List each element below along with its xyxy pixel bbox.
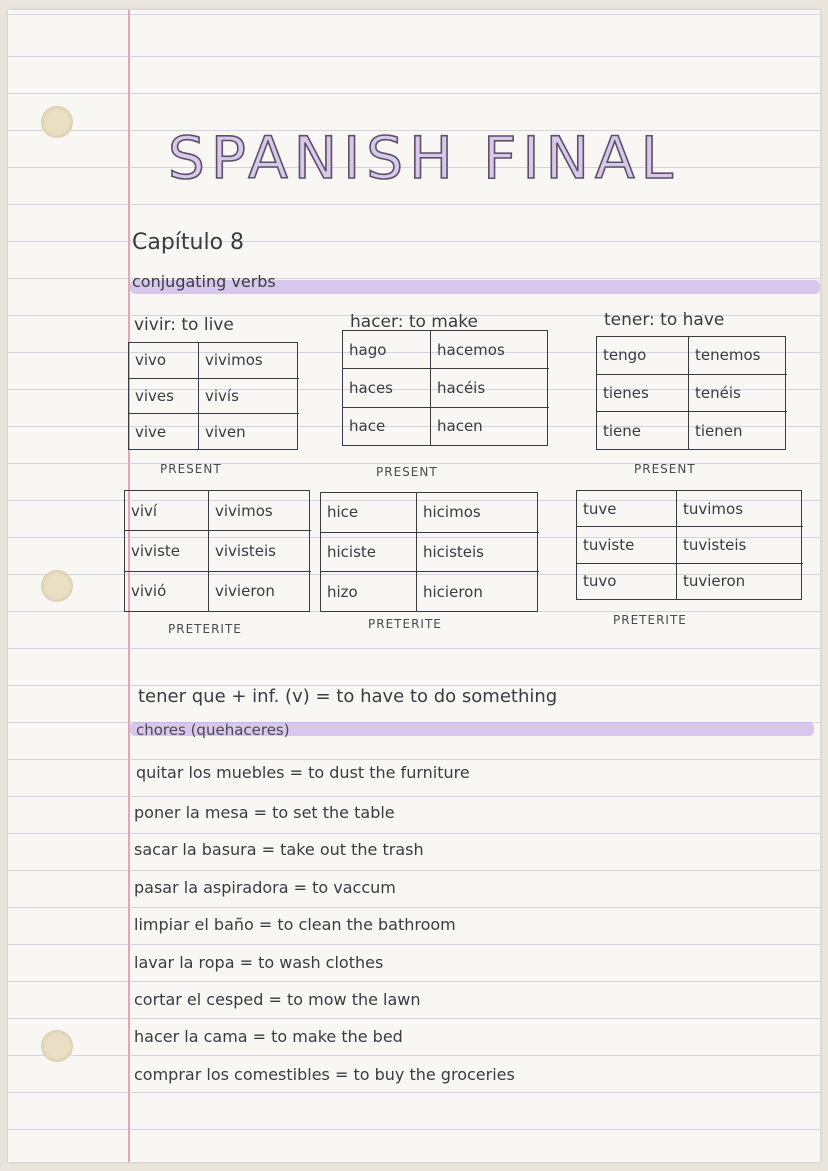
tense-label-preterite: PRETERITE xyxy=(368,617,442,631)
list-item: limpiar el baño = to clean the bathroom xyxy=(134,915,456,934)
table-cell: hacéis xyxy=(431,369,549,407)
table-cell: tengo xyxy=(597,337,689,375)
table-cell: vive xyxy=(129,414,199,449)
tense-label-present: PRESENT xyxy=(634,462,696,476)
table-cell: tenéis xyxy=(689,375,787,413)
table-cell: vivió xyxy=(125,572,209,611)
table-cell: tienes xyxy=(597,375,689,413)
list-item: lavar la ropa = to wash clothes xyxy=(134,953,384,972)
tense-label-present: PRESENT xyxy=(376,465,438,479)
table-cell: vivo xyxy=(129,343,199,379)
binder-hole-middle xyxy=(41,570,73,602)
table-cell: vives xyxy=(129,379,199,415)
table-cell: tuvimos xyxy=(677,491,803,527)
table-cell: vivieron xyxy=(215,582,275,601)
table-preterite-hacer xyxy=(320,492,538,612)
table-cell: vivisteis xyxy=(209,531,311,571)
table-cell: tuvieron xyxy=(683,572,746,591)
verb-header-tener: tener: to have xyxy=(604,310,725,330)
list-item: quitar los muebles = to dust the furniture xyxy=(136,763,470,782)
table-cell: hice xyxy=(321,493,417,533)
table-cell: vivimos xyxy=(209,491,311,531)
list-item: poner la mesa = to set the table xyxy=(134,803,395,822)
table-cell: hace xyxy=(343,408,431,445)
table-cell: tiene xyxy=(597,412,689,449)
verb-header-vivir: vivir: to live xyxy=(134,315,234,335)
table-cell: hiciste xyxy=(321,533,417,573)
table-cell: tuve xyxy=(577,491,677,527)
list-item: pasar la aspiradora = to vaccum xyxy=(134,878,396,897)
table-cell: tuvisteis xyxy=(677,527,803,563)
binder-hole-top xyxy=(41,106,73,138)
table-cell: haces xyxy=(343,369,431,407)
section-conjugating-verbs: conjugating verbs xyxy=(132,272,276,291)
table-present-tener xyxy=(596,336,786,450)
table-cell: hizo xyxy=(321,572,417,611)
binder-hole-bottom xyxy=(41,1030,73,1062)
section-chores: chores (quehaceres) xyxy=(136,721,290,739)
table-cell: hacen xyxy=(437,417,483,436)
list-item: comprar los comestibles = to buy the groceries xyxy=(134,1065,515,1084)
table-preterite-tener xyxy=(576,490,802,600)
notebook-page xyxy=(8,10,820,1162)
page-title: SPANISH FINAL xyxy=(168,124,679,192)
list-item: hacer la cama = to make the bed xyxy=(134,1027,403,1046)
table-cell: tuvo xyxy=(577,564,677,599)
table-present-hacer xyxy=(342,330,548,446)
list-item: cortar el cesped = to mow the lawn xyxy=(134,990,421,1009)
tener-que-note: tener que + inf. (v) = to have to do something xyxy=(138,686,558,707)
table-preterite-vivir xyxy=(124,490,310,612)
table-present-vivir xyxy=(128,342,298,450)
table-cell: hicimos xyxy=(417,493,539,533)
table-cell: hacemos xyxy=(431,331,549,369)
table-cell: hicieron xyxy=(423,582,483,601)
tense-label-present: PRESENT xyxy=(160,462,222,476)
tense-label-preterite: PRETERITE xyxy=(168,622,242,636)
tense-label-preterite: PRETERITE xyxy=(613,613,687,627)
table-cell: vivimos xyxy=(199,343,299,379)
chapter-heading: Capítulo 8 xyxy=(132,230,245,255)
table-cell: viviste xyxy=(125,531,209,571)
verb-header-hacer: hacer: to make xyxy=(350,312,478,332)
table-cell: viven xyxy=(205,422,246,441)
table-cell: viví xyxy=(125,491,209,531)
list-item: sacar la basura = take out the trash xyxy=(134,840,424,859)
table-cell: hicisteis xyxy=(417,533,539,573)
table-cell: tienen xyxy=(695,421,743,440)
table-cell: hago xyxy=(343,331,431,369)
table-cell: tuviste xyxy=(577,527,677,563)
table-cell: tenemos xyxy=(689,337,787,375)
table-cell: vivís xyxy=(199,379,299,415)
